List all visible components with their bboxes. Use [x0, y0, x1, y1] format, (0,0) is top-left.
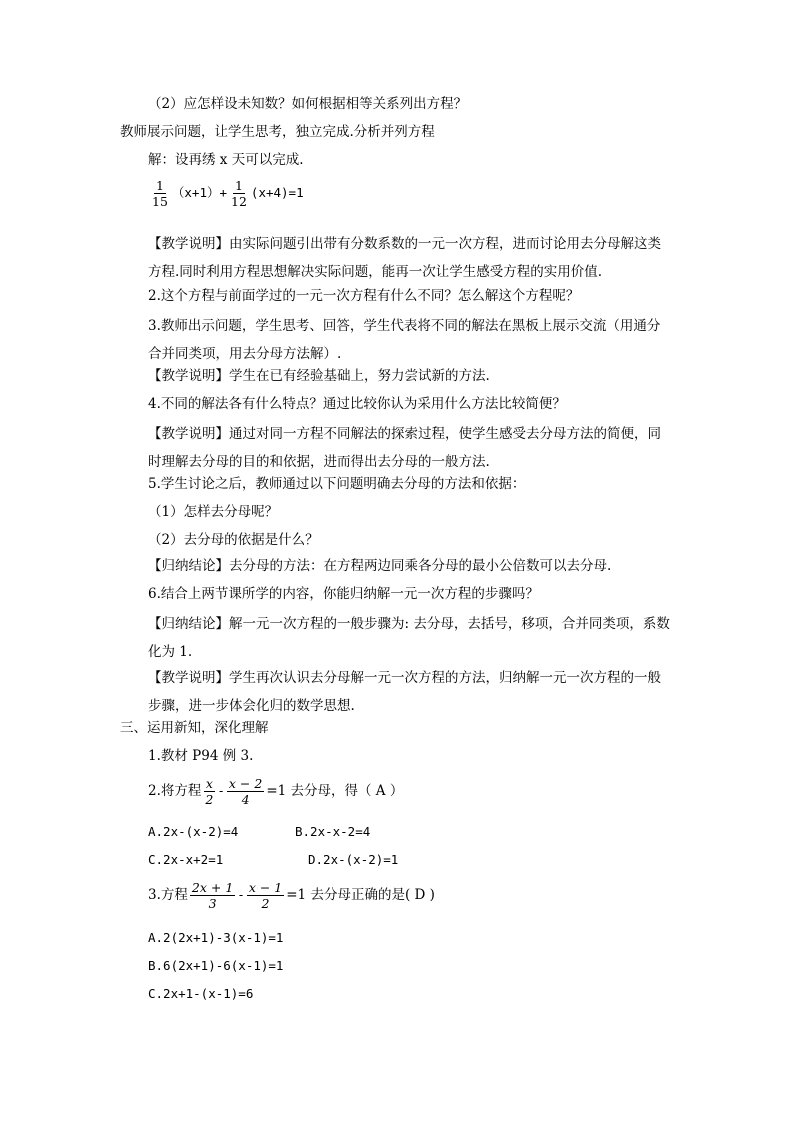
item-4: 4.不同的解法各有什么特点？通过比较你认为采用什么方法比较简便？	[148, 396, 566, 412]
fraction: $\frac{1}{12}$	[231, 178, 247, 209]
fraction: $\frac{1}{15}$	[152, 178, 168, 209]
teacher-show-text: 教师展示问题，让学生思考，独立完成.分析并列方程	[120, 124, 435, 140]
option-c: C.2x+1-(x-1)=6	[148, 986, 254, 1001]
fraction: $\frac{x - 2}{4}$	[228, 776, 263, 807]
teaching-note-2: 【教学说明】学生在已有经验基础上，努力尝试新的方法.	[148, 368, 490, 384]
item-5: 5.学生讨论之后，教师通过以下问题明确去分母的方法和依据：	[148, 476, 526, 492]
question-2: （2）应怎样设未知数？如何根据相等关系列出方程？	[148, 96, 468, 112]
option-c: C.2x-x+2=1	[148, 852, 224, 867]
item-6: 6.结合上两节课所学的内容，你能归纳解一元一次方程的步骤吗？	[148, 586, 539, 602]
equation-1: $\frac{1}{15}$ （x+1）+ $\frac{1}{12}$ (x+4)=1	[152, 178, 304, 209]
fraction: $\frac{2x + 1}{3}$	[191, 880, 234, 911]
fraction: $\frac{x}{2}$	[205, 776, 214, 807]
exercise-3: 3.方程 $\frac{2x + 1}{3}$ - $\frac{x - 1}{2}$ =1 去分母正确的是( D )	[148, 880, 435, 911]
fraction: $\frac{x - 1}{2}$	[248, 880, 283, 911]
solution-text: 解：设再绣 x 天可以完成.	[148, 152, 304, 168]
exercise-1: 1.教材 P94 例 3.	[148, 748, 254, 764]
teaching-note-3: 【教学说明】通过对同一方程不同解法的探索过程，使学生感受去分母方法的简便，同时理解去分母的目的和依据，进而得出去分母的一般方法.	[148, 426, 661, 470]
option-b: B.2x-x-2=4	[295, 824, 371, 839]
conclusion-1: 【归纳结论】去分母的方法：在方程两边同乘各分母的最小公倍数可以去分母.	[148, 558, 612, 574]
option-a: A.2x-(x-2)=4	[148, 824, 239, 839]
option-d: D.2x-(x-2)=1	[308, 852, 399, 867]
exercise-2: 2.将方程 $\frac{x}{2}$ - $\frac{x - 2}{4}$ =1 去分母，得（ A ）	[148, 776, 404, 807]
item-5-2: （2）去分母的依据是什么？	[148, 532, 319, 548]
item-5-1: （1）怎样去分母呢？	[148, 504, 279, 520]
item-3: 3.教师出示问题，学生思考、回答，学生代表将不同的解法在黑板上展示交流（用通分合并同类项，用去分母方法解）.	[148, 318, 661, 362]
teaching-note-1: 【教学说明】由实际问题引出带有分数系数的一元一次方程，进而讨论用去分母解这类方程.同时利用方程思想解决实际问题，能再一次让学生感受方程的实用价值.	[148, 236, 661, 280]
option-a: A.2(2x+1)-3(x-1)=1	[148, 930, 284, 945]
section-3-heading: 三、运用新知，深化理解	[120, 720, 269, 736]
item-2: 2.这个方程与前面学过的一元一次方程有什么不同？怎么解这个方程呢？	[148, 288, 580, 304]
option-b: B.6(2x+1)-6(x-1)=1	[148, 958, 284, 973]
teaching-note-4: 【教学说明】学生再次认识去分母解一元一次方程的方法，归纳解一元一次方程的一般步骤，进一步体会化归的数学思想.	[148, 670, 661, 714]
conclusion-2: 【归纳结论】解一元一次方程的一般步骤为: 去分母，去括号，移项，合并同类项，系数化为 1.	[148, 616, 670, 660]
